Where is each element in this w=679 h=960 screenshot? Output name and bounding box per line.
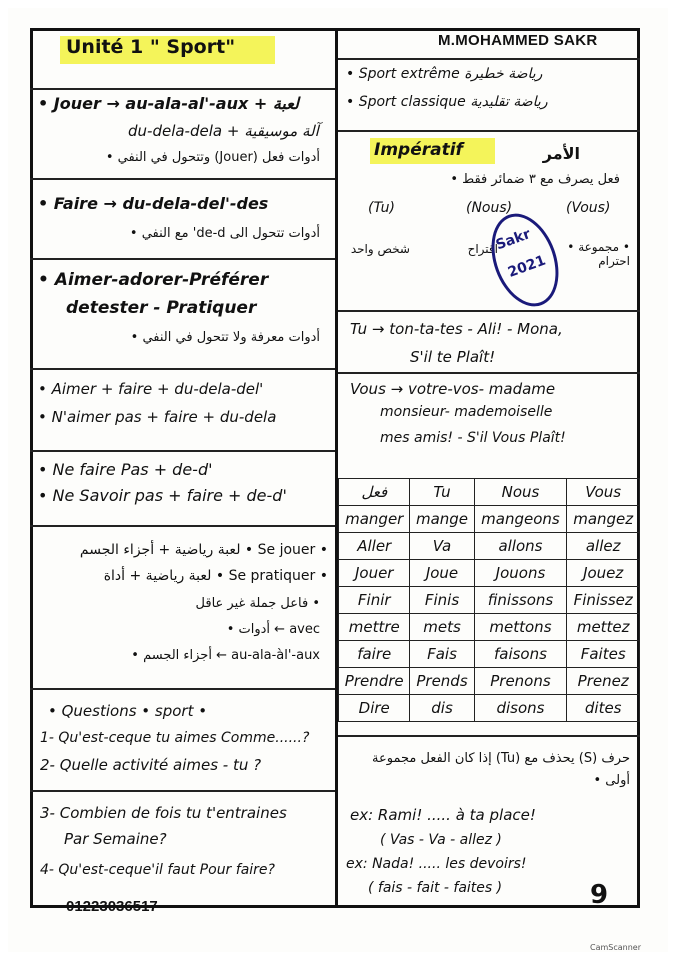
- pronoun-vous: (Vous): [566, 200, 611, 216]
- body-parts-note: au-ala-àl'-aux ← أجزاء الجسم •: [131, 648, 320, 663]
- table-cell: finissons: [474, 587, 567, 614]
- table-cell: Fais: [410, 641, 474, 668]
- table-cell: Finis: [410, 587, 474, 614]
- divider: [30, 178, 335, 180]
- table-cell: faire: [339, 641, 410, 668]
- table-cell: Joue: [410, 560, 474, 587]
- table-cell: Prenons: [474, 668, 567, 695]
- table-row: [339, 506, 640, 533]
- divider: [30, 450, 335, 452]
- table-cell: allez: [567, 533, 640, 560]
- faire-note: أدوات تتحول الى de-d' مع النفي •: [129, 226, 320, 241]
- divider: [338, 310, 640, 312]
- avec-note: avec ← أدوات •: [226, 622, 320, 637]
- imperatif-note: فعل يصرف مع ٣ ضمائر فقط •: [450, 172, 620, 187]
- question-4: 4- Qu'est-ceque'il faut Pour faire?: [40, 862, 275, 878]
- example-2: ex: Nada! ..... les devoirs!: [346, 856, 527, 872]
- divider: [30, 88, 335, 90]
- table-cell: Prendre: [339, 668, 410, 695]
- question-3b: Par Semaine?: [64, 830, 167, 848]
- table-cell: Finissez: [567, 587, 640, 614]
- tu-meaning: شخص واحد: [350, 242, 410, 256]
- jouer-line: • Jouer → au-ala-al'-aux + لعبة: [38, 94, 299, 113]
- vous-rule: Vous → votre-vos- madame: [350, 380, 556, 398]
- vous-rule-3: mes amis! - S'il Vous Plaît!: [380, 430, 566, 446]
- jouer-line-2: du-dela-dela + آلة موسيقية: [128, 122, 319, 140]
- table-header: Vous: [567, 479, 640, 506]
- divider: [338, 58, 640, 60]
- nous-meaning: اقتراح: [467, 242, 498, 256]
- divider: [30, 790, 335, 792]
- stamp-name: Sakr: [493, 226, 533, 254]
- table-cell: Faites: [567, 641, 640, 668]
- vous-rule-2: monsieur- mademoiselle: [380, 404, 553, 420]
- question-1: 1- Qu'est-ceque tu aimes Comme......?: [40, 730, 310, 746]
- rule-aimer: • Aimer + faire + du-dela-del': [38, 380, 264, 398]
- sport-classique: • Sport classique رياضة تقليدية: [346, 94, 548, 110]
- table-row: [339, 641, 640, 668]
- faire-line: • Faire → du-dela-del'-des: [38, 194, 269, 213]
- table-cell: mange: [410, 506, 474, 533]
- table-row: [339, 668, 640, 695]
- divider: [30, 688, 335, 690]
- table-cell: Prends: [410, 668, 474, 695]
- questions-title: • Questions • sport •: [48, 702, 208, 720]
- unit-title: Unité 1 " Sport": [66, 36, 236, 58]
- example-1-options: ( Vas - Va - allez ): [380, 832, 502, 848]
- stamp-year: 2021: [505, 252, 548, 281]
- harf-note: حرف (S) يحذف مع (Tu) إذا كان الفعل مجموعة أولى •: [372, 751, 630, 788]
- table-cell: mangeons: [474, 506, 567, 533]
- table-cell: Finir: [339, 587, 410, 614]
- table-cell: mettre: [339, 614, 410, 641]
- tu-rule: Tu → ton-ta-tes - Ali! - Mona,: [350, 320, 563, 338]
- divider: [338, 130, 640, 132]
- question-3: 3- Combien de fois tu t'entraines: [40, 804, 287, 822]
- table-cell: faisons: [474, 641, 567, 668]
- divider: [338, 735, 640, 737]
- vous-meaning: • مجموعة • احترام: [567, 240, 630, 268]
- table-row: [339, 533, 640, 560]
- table-row: [339, 587, 640, 614]
- phone-number: 01223036517: [66, 898, 158, 915]
- table-cell: disons: [474, 695, 567, 722]
- table-cell: dis: [410, 695, 474, 722]
- example-2-options: ( fais - fait - faites ): [368, 880, 503, 896]
- table-row: [339, 560, 640, 587]
- aimer-note: أدوات معرفة ولا تتحول في النفي •: [130, 330, 320, 345]
- table-cell: Jouer: [339, 560, 410, 587]
- se-jouer-rule: • Se jouer • لعبة رياضية + أجزاء الجسم: [79, 542, 328, 558]
- question-2: 2- Quelle activité aimes - tu ?: [40, 756, 262, 774]
- table-header-row: [339, 479, 640, 506]
- sport-extreme: • Sport extrême رياضة خطيرة: [346, 66, 543, 82]
- divider: [30, 525, 335, 527]
- rule-ne-faire: • Ne faire Pas + de-d': [38, 460, 213, 479]
- table-header: Tu: [410, 479, 474, 506]
- column-divider: [335, 28, 338, 908]
- example-1: ex: Rami! ..... à ta place!: [350, 806, 536, 824]
- pronoun-nous: (Nous): [466, 200, 513, 216]
- author-name: M.MOHAMMED SAKR: [438, 32, 598, 49]
- rule-naimer: • N'aimer pas + faire + du-dela: [38, 408, 277, 426]
- table-cell: Aller: [339, 533, 410, 560]
- imperatif-title: Impératif: [374, 140, 463, 160]
- table-cell: allons: [474, 533, 567, 560]
- jouer-note: أدوات فعل (Jouer) وتتحول في النفي •: [105, 150, 320, 165]
- table-row: [339, 695, 640, 722]
- amr-title: الأمر: [542, 144, 580, 163]
- table-cell: Jouons: [474, 560, 567, 587]
- divider: [30, 258, 335, 260]
- tu-rule-2: S'il te Plaît!: [410, 348, 496, 366]
- table-cell: mettez: [567, 614, 640, 641]
- table-cell: mettons: [474, 614, 567, 641]
- table-cell: mangez: [567, 506, 640, 533]
- divider: [30, 368, 335, 370]
- table-header: Nous: [474, 479, 567, 506]
- conjugation-table: [338, 478, 640, 722]
- rule-ne-savoir: • Ne Savoir pas + faire + de-d': [38, 486, 287, 505]
- aimer-line: • Aimer-adorer-Préférer: [38, 270, 269, 290]
- table-cell: Va: [410, 533, 474, 560]
- table-cell: Jouez: [567, 560, 640, 587]
- table-cell: dites: [567, 695, 640, 722]
- divider: [338, 372, 640, 374]
- table-cell: Prenez: [567, 668, 640, 695]
- page-number: 9: [590, 880, 609, 910]
- subject-note: • فاعل جملة غير عاقل: [195, 596, 320, 611]
- table-cell: Dire: [339, 695, 410, 722]
- table-cell: manger: [339, 506, 410, 533]
- scanner-watermark: CamScanner: [590, 943, 642, 952]
- pronoun-tu: (Tu): [368, 200, 395, 216]
- table-row: [339, 614, 640, 641]
- se-pratiquer-rule: • Se pratiquer • لعبة رياضية + أداة: [103, 568, 328, 584]
- table-cell: mets: [410, 614, 474, 641]
- aimer-line-2: detester - Pratiquer: [66, 298, 257, 318]
- table-header: فعل: [339, 479, 410, 506]
